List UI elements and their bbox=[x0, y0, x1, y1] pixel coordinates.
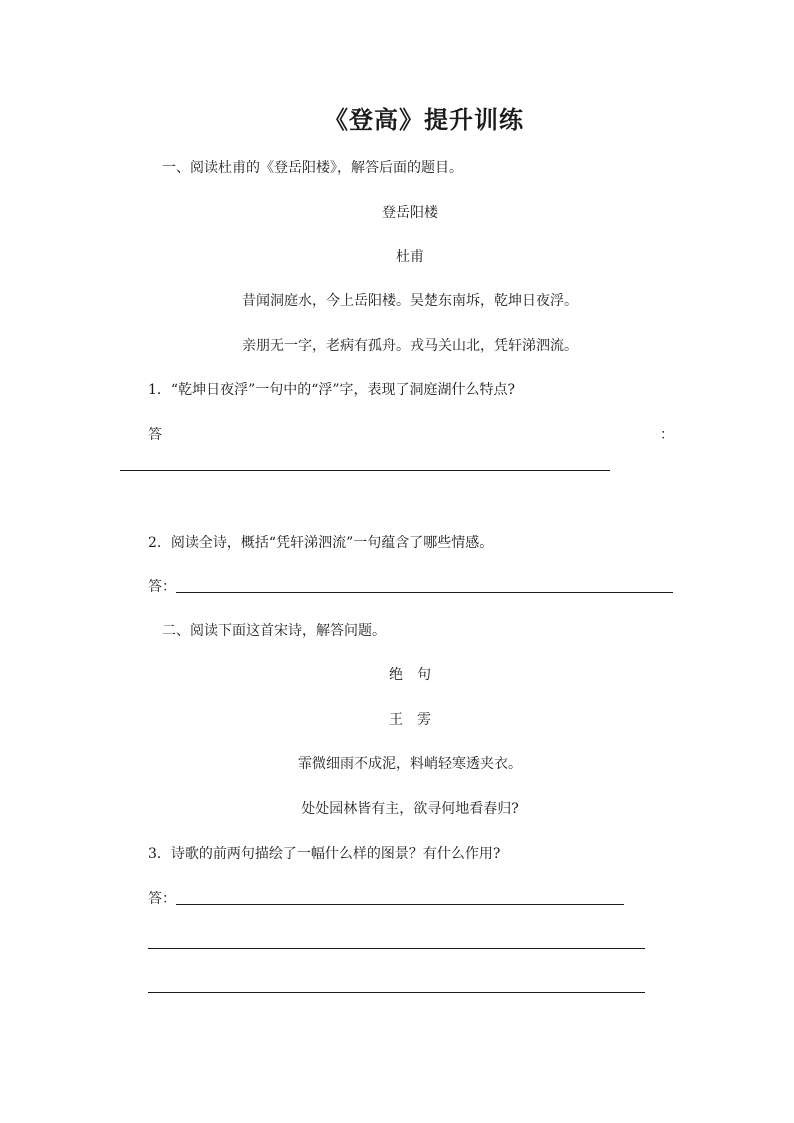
q2-answer-line[interactable] bbox=[176, 592, 673, 593]
q1-answer-label: 答 bbox=[148, 427, 162, 443]
page-title: 《登高》提升训练 bbox=[324, 105, 524, 134]
q2-answer-label: 答： bbox=[148, 579, 176, 595]
poem1-line-2: 亲朋无一字，老病有孤舟。戎马关山北，凭轩涕泗流。 bbox=[242, 338, 578, 354]
q3-answer-line-3[interactable] bbox=[148, 992, 645, 993]
poem2-line-2: 处处园林皆有主，欲寻何地看春归? bbox=[301, 801, 519, 817]
poem1-line-1: 昔闻洞庭水，今上岳阳楼。吴楚东南坼，乾坤日夜浮。 bbox=[242, 293, 578, 309]
question-2: 2．阅读全诗，概括“凭轩涕泗流”一句蕴含了哪些情感。 bbox=[148, 535, 494, 551]
section2-instruction: 二、阅读下面这首宋诗，解答问题。 bbox=[162, 623, 386, 639]
poem2-author: 王 雱 bbox=[389, 712, 431, 728]
poem1-author: 杜甫 bbox=[396, 249, 424, 265]
q3-answer-line-2[interactable] bbox=[148, 948, 645, 949]
q3-answer-line-1[interactable] bbox=[176, 904, 624, 905]
poem1-title: 登岳阳楼 bbox=[382, 205, 438, 221]
question-3: 3．诗歌的前两句描绘了一幅什么样的图景？有什么作用? bbox=[148, 846, 501, 862]
q1-answer-line[interactable] bbox=[120, 470, 610, 471]
q1-answer-colon: ： bbox=[660, 427, 674, 443]
poem2-title: 绝 句 bbox=[389, 667, 431, 683]
question-1: 1．“乾坤日夜浮”一句中的“浮”字，表现了洞庭湖什么特点? bbox=[148, 382, 516, 398]
poem2-line-1: 霏微细雨不成泥，料峭轻寒透夹衣。 bbox=[298, 756, 522, 772]
section1-instruction: 一、阅读杜甫的《登岳阳楼》，解答后面的题目。 bbox=[162, 160, 463, 176]
q3-answer-label: 答： bbox=[148, 891, 176, 907]
